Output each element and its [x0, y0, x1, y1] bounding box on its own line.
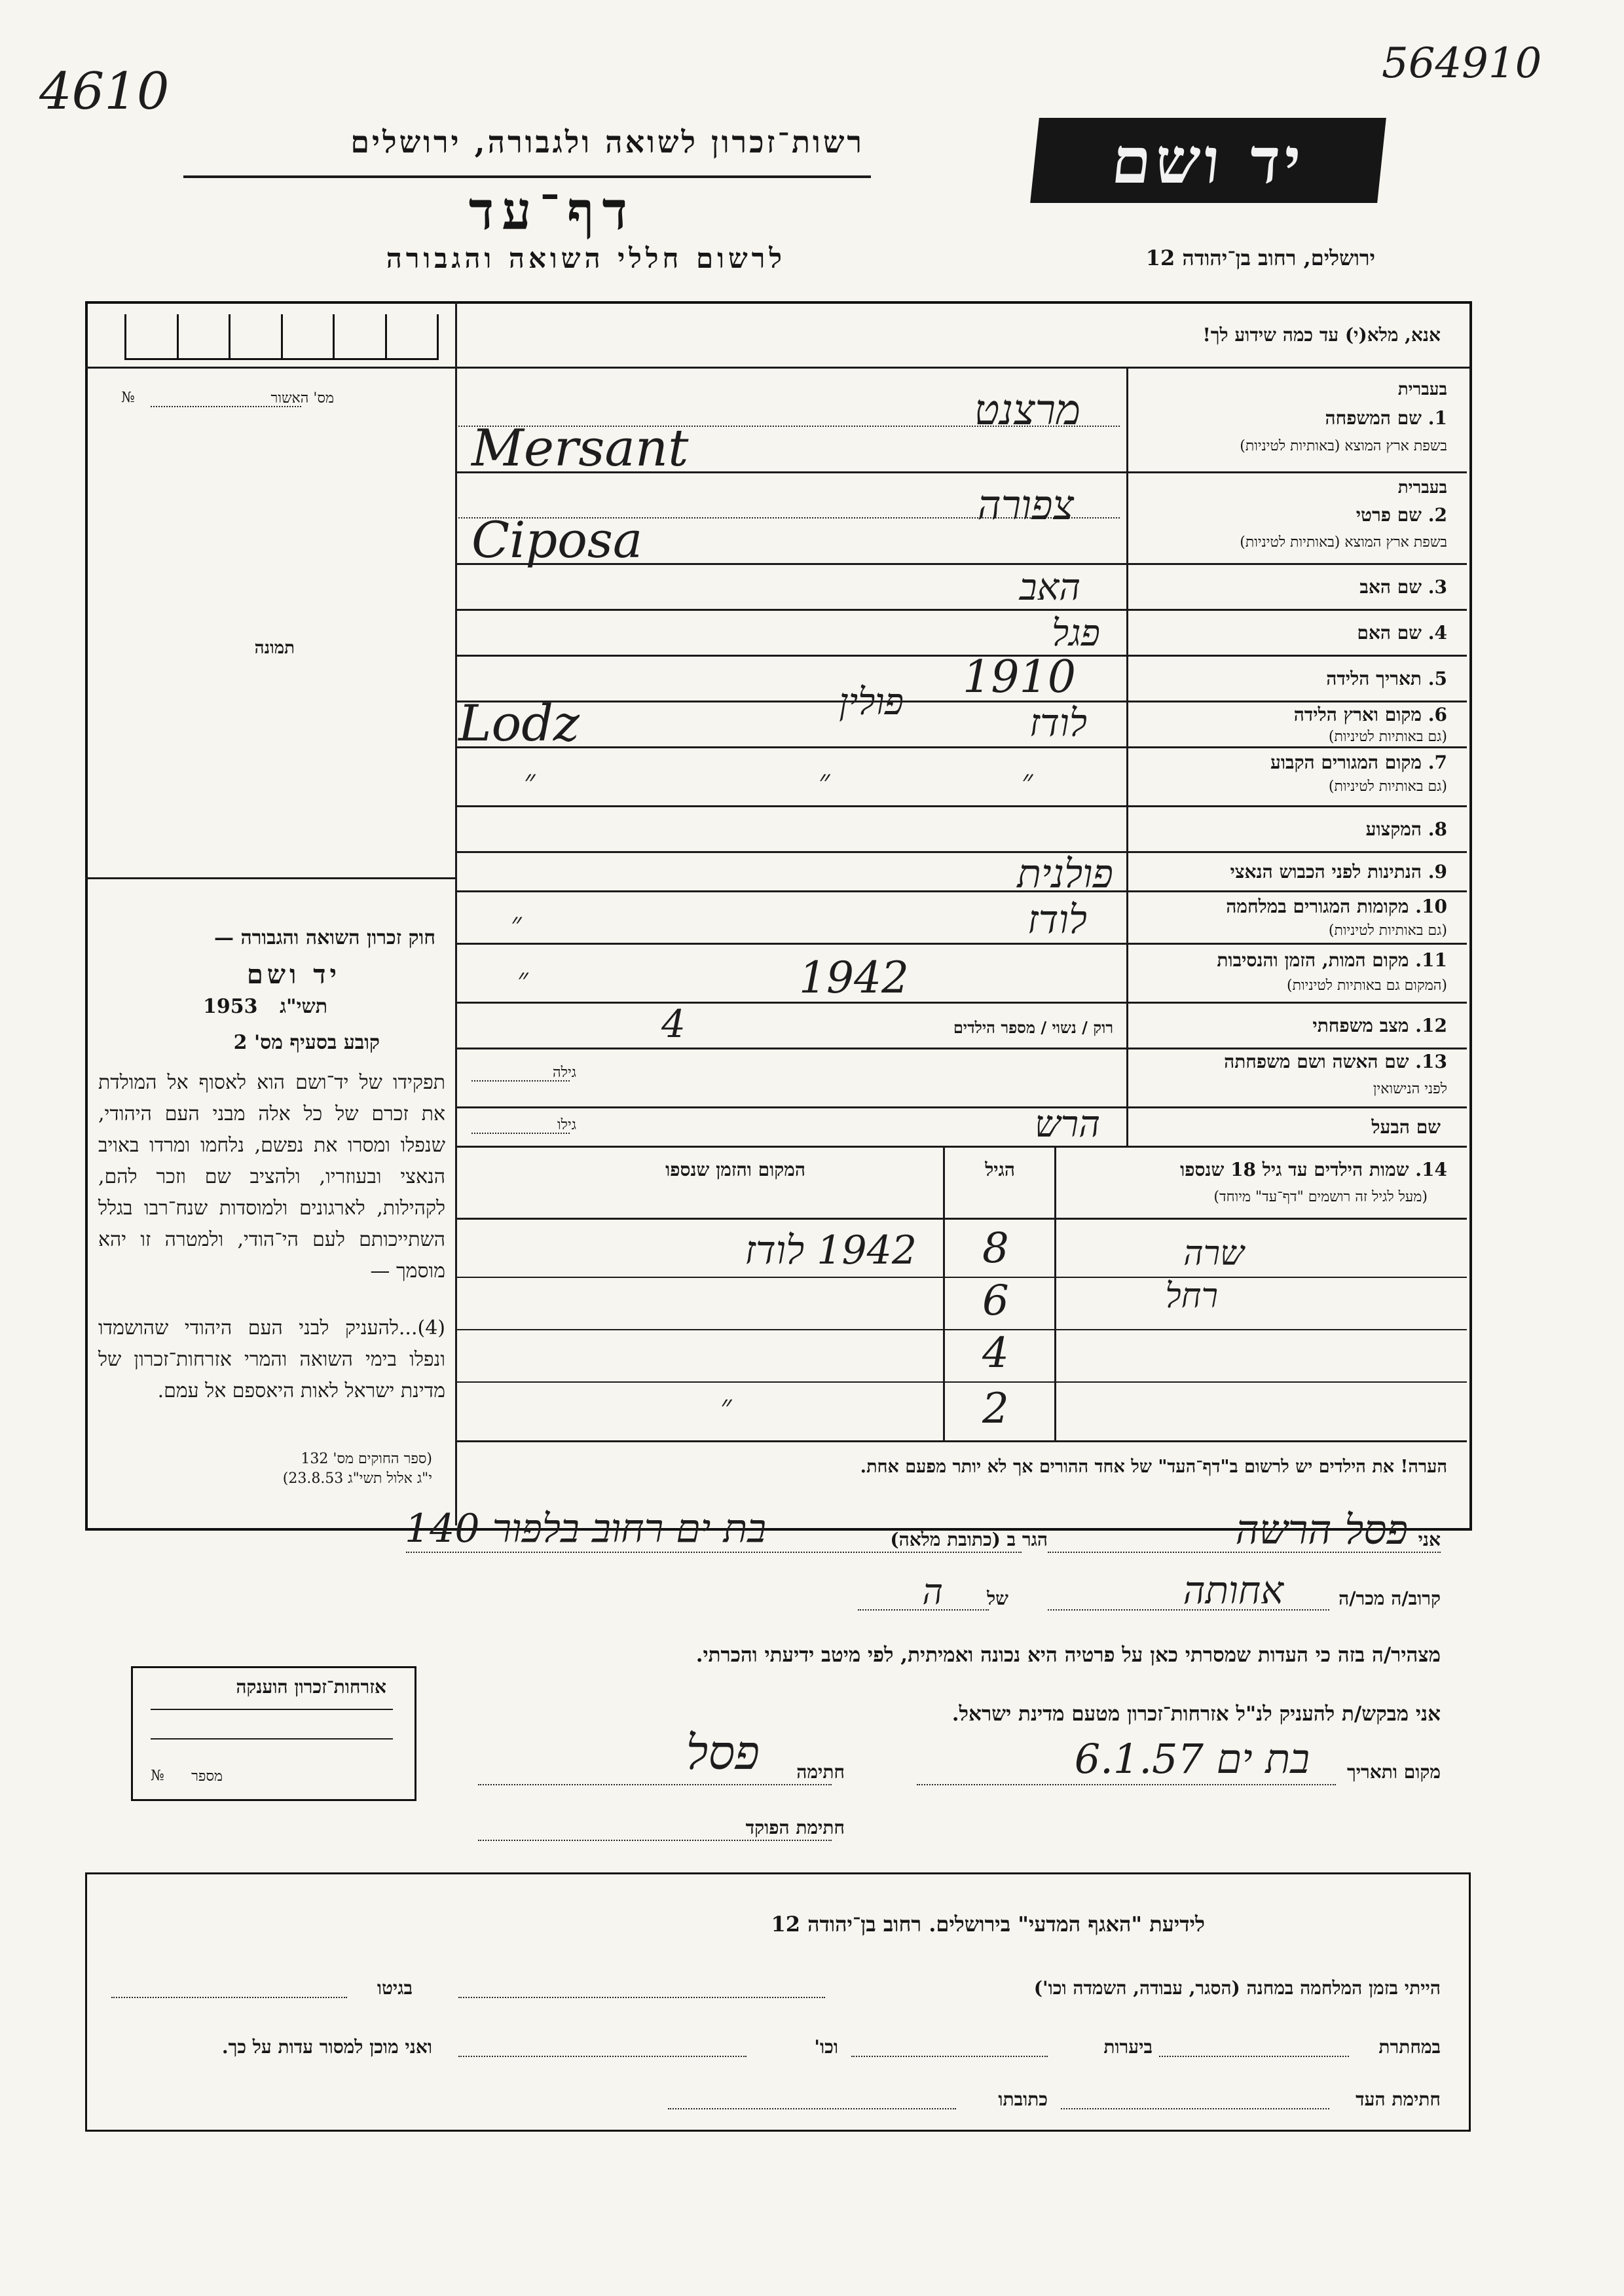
children-age-divider-right: [1054, 1146, 1056, 1440]
signature-value: פסל: [686, 1725, 760, 1780]
field-9-label: 9. הנתינות לפני הכבוש הנאצי: [1230, 861, 1447, 883]
law-name: יד ושם: [246, 959, 341, 990]
row-line-12: [455, 1048, 1467, 1049]
row-line-8: [455, 851, 1467, 853]
field-12-label: 12. מצב משפחתי: [1312, 1015, 1447, 1036]
certificate-line-2: [151, 1738, 393, 1740]
field-7-label: 7. מקום המגורים הקבוע: [1270, 752, 1447, 773]
declarant-name: פסל הרשה: [1235, 1506, 1408, 1554]
children-row-line-1: [455, 1277, 1467, 1278]
child-4-place-ditto: ״: [720, 1388, 732, 1423]
husband-age-line: [471, 1133, 570, 1134]
declarant-address-line: [406, 1552, 1022, 1553]
field-7-sub: (גם באותיות לטיניות): [1328, 778, 1447, 795]
row-line-7: [455, 805, 1467, 807]
footer-ghetto-label: בגיטו: [377, 1977, 413, 1999]
children-age-divider-left: [943, 1146, 945, 1440]
wartime-residence-ditto: ״: [511, 907, 522, 940]
child-1-place: 1942 לודז: [745, 1228, 917, 1273]
child-2-name: רחל: [1165, 1277, 1218, 1316]
footer-address-line: [668, 2108, 956, 2109]
footer-underground-line: [1159, 2056, 1349, 2057]
statement: מצהיר/ה בזה כי העדות שמסרתי כאן על פרטיה היא נכונה ואמיתית, לפי מיטב ידיעתי והכרתי.: [695, 1643, 1441, 1667]
husband-name-value: הרש: [1035, 1103, 1100, 1146]
law-text-continued: (4)...להעניק לבני העם היהודי שהושמדו ונפלו בימי השואה והמרי אזרחות־זכרון של מדינת ישראל לאות היאספם אל עמם.: [98, 1317, 445, 1402]
husband-age-label: גילו: [557, 1117, 576, 1133]
field-6-sub: (גם באותיות לטיניות): [1328, 729, 1447, 745]
field-3-label: 3. שם האב: [1359, 576, 1447, 598]
row-line-4: [455, 655, 1467, 657]
of-value: ה: [922, 1571, 943, 1613]
footer-address-label: כתובתו: [998, 2088, 1048, 2110]
field-2-label: 2. שם פרטי: [1356, 504, 1447, 526]
of-label: של: [987, 1588, 1008, 1609]
resides-label: הגר ב (כתובת מלאה): [890, 1529, 1048, 1550]
row-line-6: [455, 746, 1467, 748]
signature-line: [478, 1784, 832, 1785]
hebrew-tag-2: בעברית: [1397, 478, 1447, 498]
field-6-label: 6. מקום וארץ הלידה: [1293, 704, 1447, 725]
row-line-14: [455, 1146, 1467, 1148]
declarant-name-line: [1048, 1552, 1441, 1553]
nationality-value: פולנית: [1017, 851, 1113, 897]
row-line-5: [455, 701, 1467, 702]
sidebar-divider: [455, 301, 457, 1525]
footer-forests-label: ביערות: [1103, 2036, 1153, 2058]
field-1-sub: בשפת ארץ המוצא (באותיות לטיניות): [1240, 438, 1447, 454]
children-label: 14. שמות הילדים עד גיל 18 שנספו: [1180, 1159, 1447, 1180]
birthplace-city-value: לודז: [1029, 701, 1087, 745]
birthplace-latin-value: Lodz: [458, 694, 580, 752]
children-row-line-2: [455, 1329, 1467, 1330]
footer-ghetto-line: [111, 1997, 347, 1998]
footer-etc-line: [458, 2056, 747, 2057]
request: אני מבקש/ת להעניק לנ"ל אזרחות־זכרון מטעם מדינת ישראל.: [951, 1702, 1441, 1726]
form-intro: אנא, מלא(י) עד כמה שידוע לך!: [1202, 324, 1441, 346]
place-date-line: [917, 1784, 1336, 1785]
child-4-age: 2: [982, 1385, 1009, 1433]
birthplace-country-value: פולין: [839, 681, 904, 723]
death-year-value: 1942: [799, 953, 909, 1003]
child-1-age: 8: [982, 1224, 1009, 1273]
approval-boxes: [124, 314, 439, 360]
gazette-ref-date: י"ג אלול תשי"ג 23.8.53): [282, 1470, 432, 1487]
field-2-sub: בשפת ארץ המוצא (באותיות לטיניות): [1240, 534, 1447, 551]
residence-ditto-3: ״: [1022, 763, 1033, 798]
sidebar-top-line: [85, 877, 455, 879]
photo-label: תמונה: [254, 638, 295, 658]
row-line-9: [455, 890, 1467, 892]
children-age-header: הגיל: [985, 1159, 1015, 1180]
officer-signature-line: [478, 1840, 832, 1841]
footer-underground-label: במחתרת: [1378, 2036, 1441, 2058]
child-1-name: שרה: [1183, 1234, 1244, 1273]
declarant-address: בת ים רחוב בלפור 140: [405, 1506, 766, 1552]
relation-value: אחותה: [1183, 1568, 1283, 1613]
footer-etc-label: וכו': [814, 2036, 838, 2058]
org-underline: [183, 175, 871, 178]
corner-number-right: 564910: [1382, 39, 1542, 88]
field-8-label: 8. המקצוע: [1365, 818, 1447, 840]
approval-number-sign: №: [121, 390, 135, 406]
row-line-11: [455, 1002, 1467, 1004]
children-bottom-line: [455, 1440, 1467, 1442]
residence-ditto-1: ״: [524, 763, 536, 798]
footer-testimony-label: ואני מוכן למסור עדות על כך.: [221, 2036, 432, 2058]
children-row-line-3: [455, 1381, 1467, 1383]
footer-witness-sign-line: [1061, 2108, 1329, 2109]
child-2-age: 6: [982, 1277, 1009, 1325]
children-place-header: המקום והזמן שנספו: [665, 1159, 805, 1180]
field-4-label: 4. שם האם: [1357, 622, 1447, 644]
certificate-title: אזרחות־זכרון הוענקה: [236, 1676, 386, 1698]
org-line: רשות־זכרון לשואה ולגבורה, ירושלים: [350, 124, 864, 160]
field-13-label: 13. שם האשה ושם משפחתה: [1224, 1051, 1447, 1072]
children-note: הערה! את הילדים יש לרשום ב"דף־העד" של אחד ההורים אך לא יותר מפעם אחת.: [860, 1457, 1447, 1477]
firstname-latin-value: Ciposa: [471, 511, 643, 569]
gazette-ref: (ספר החוקים מס' 132: [301, 1451, 432, 1467]
header-address: ירושלים, רחוב בן־יהודה 12: [1145, 246, 1375, 270]
footer-witness-sign-label: חתימת העד: [1356, 2088, 1441, 2110]
law-title: חוק זכרון השואה והגבורה —: [214, 926, 435, 949]
law-year-hebrew: תשי"ג: [280, 995, 327, 1018]
field-11-label: 11. מקום המות, הזמן והנסיבות: [1217, 949, 1447, 971]
intro-divider: [85, 367, 1469, 369]
child-3-age: 4: [982, 1329, 1009, 1377]
law-clause: קובע בסעיף מס' 2: [233, 1031, 380, 1054]
form-title: דף־עד: [468, 180, 635, 242]
children-header-line: [455, 1218, 1467, 1220]
field-5-label: 5. תאריך הלידה: [1326, 668, 1447, 689]
field-10-label: 10. מקומות המגורים במלחמה: [1226, 896, 1447, 917]
field-1-label: 1. שם המשפחה: [1325, 407, 1447, 429]
yad-vashem-logo: יד ושם: [1030, 118, 1386, 203]
death-place-ditto: ״: [517, 962, 528, 996]
wife-age-label: גילה: [553, 1065, 576, 1081]
children-count-value: 4: [661, 1002, 686, 1046]
certificate-number-label: מספר: [191, 1768, 223, 1785]
wartime-residence-value: לודז: [1027, 897, 1087, 943]
father-name-value: האב: [1019, 566, 1080, 609]
marital-options: רוק / נשוי / מספר הילדים: [953, 1018, 1113, 1037]
signature-label: חתימה: [796, 1761, 845, 1783]
row-line-10: [455, 943, 1467, 945]
law-text: תפקידו של יד־ושם הוא לאסוף אל המולדת את זכרם של כל אלה מבני העם היהודי, שנפלו ומסרו את נפשם, נלחמו ומרדו באויב הנאצי ובעוזריו, ולהציב שם וזכר להם, לקהילות, לארגונים ולמוסדות שנח־רבו בגלל השתייכותם לעם הי־הודי, ולמטרה זו יהא מוסמך —: [98, 1071, 445, 1283]
relation-line: [1048, 1609, 1329, 1611]
label-column-divider: [1126, 367, 1128, 1146]
approval-line: [151, 406, 301, 407]
row-line-3: [455, 609, 1467, 611]
children-sub: (מעל לגיל זה רושמים "דף־עד" מיוחד): [1213, 1189, 1428, 1205]
declarant-label: אני: [1418, 1529, 1441, 1550]
field-10-sub: (גם באותיות לטיניות): [1328, 922, 1447, 939]
wife-age-line: [471, 1080, 570, 1082]
mother-name-value: פגל: [1051, 612, 1100, 655]
relation-label: קרוב/ה מכר/ה: [1338, 1588, 1441, 1609]
of-line: [858, 1609, 989, 1611]
certificate-line-1: [151, 1709, 393, 1710]
field-11-sub: (המקום גם באותיות לטיניות): [1287, 977, 1447, 994]
husband-label: שם הבעל: [1371, 1116, 1441, 1138]
place-date-label: מקום ותאריך: [1346, 1761, 1441, 1783]
row-line-13: [455, 1106, 1467, 1108]
birth-date-value: 1910: [963, 651, 1077, 703]
hebrew-tag-1: בעברית: [1397, 380, 1447, 399]
surname-latin-value: Mersant: [471, 419, 689, 478]
corner-note-left: 4610: [39, 62, 170, 121]
approval-label: מס' האשור: [270, 390, 334, 407]
footer-camp-line: [458, 1997, 825, 1998]
law-year: 1953: [203, 995, 258, 1018]
firstname-hebrew-value: צפורה: [977, 481, 1074, 529]
officer-signature-label: חתימת הפוקד: [745, 1817, 845, 1838]
certificate-number-sign: №: [151, 1768, 164, 1784]
form-subtitle: לרשום חללי השואה והגבורה: [386, 242, 786, 274]
field-13-sub: לפני הנישואין: [1373, 1081, 1447, 1097]
footer-to-label: לידיעת "האגף המדעי" בירושלים. רחוב בן־יהודה 12: [771, 1912, 1205, 1937]
surname-hebrew-value: מרצנט: [974, 386, 1080, 435]
place-date-value: בת ים 6.1.57: [1074, 1735, 1310, 1783]
footer-forests-line: [851, 2056, 1048, 2057]
footer-camp-label: הייתי בזמן המלחמה במחנה (הסגר, עבודה, השמדה וכו'): [1033, 1977, 1441, 1999]
residence-ditto-2: ״: [819, 763, 830, 798]
